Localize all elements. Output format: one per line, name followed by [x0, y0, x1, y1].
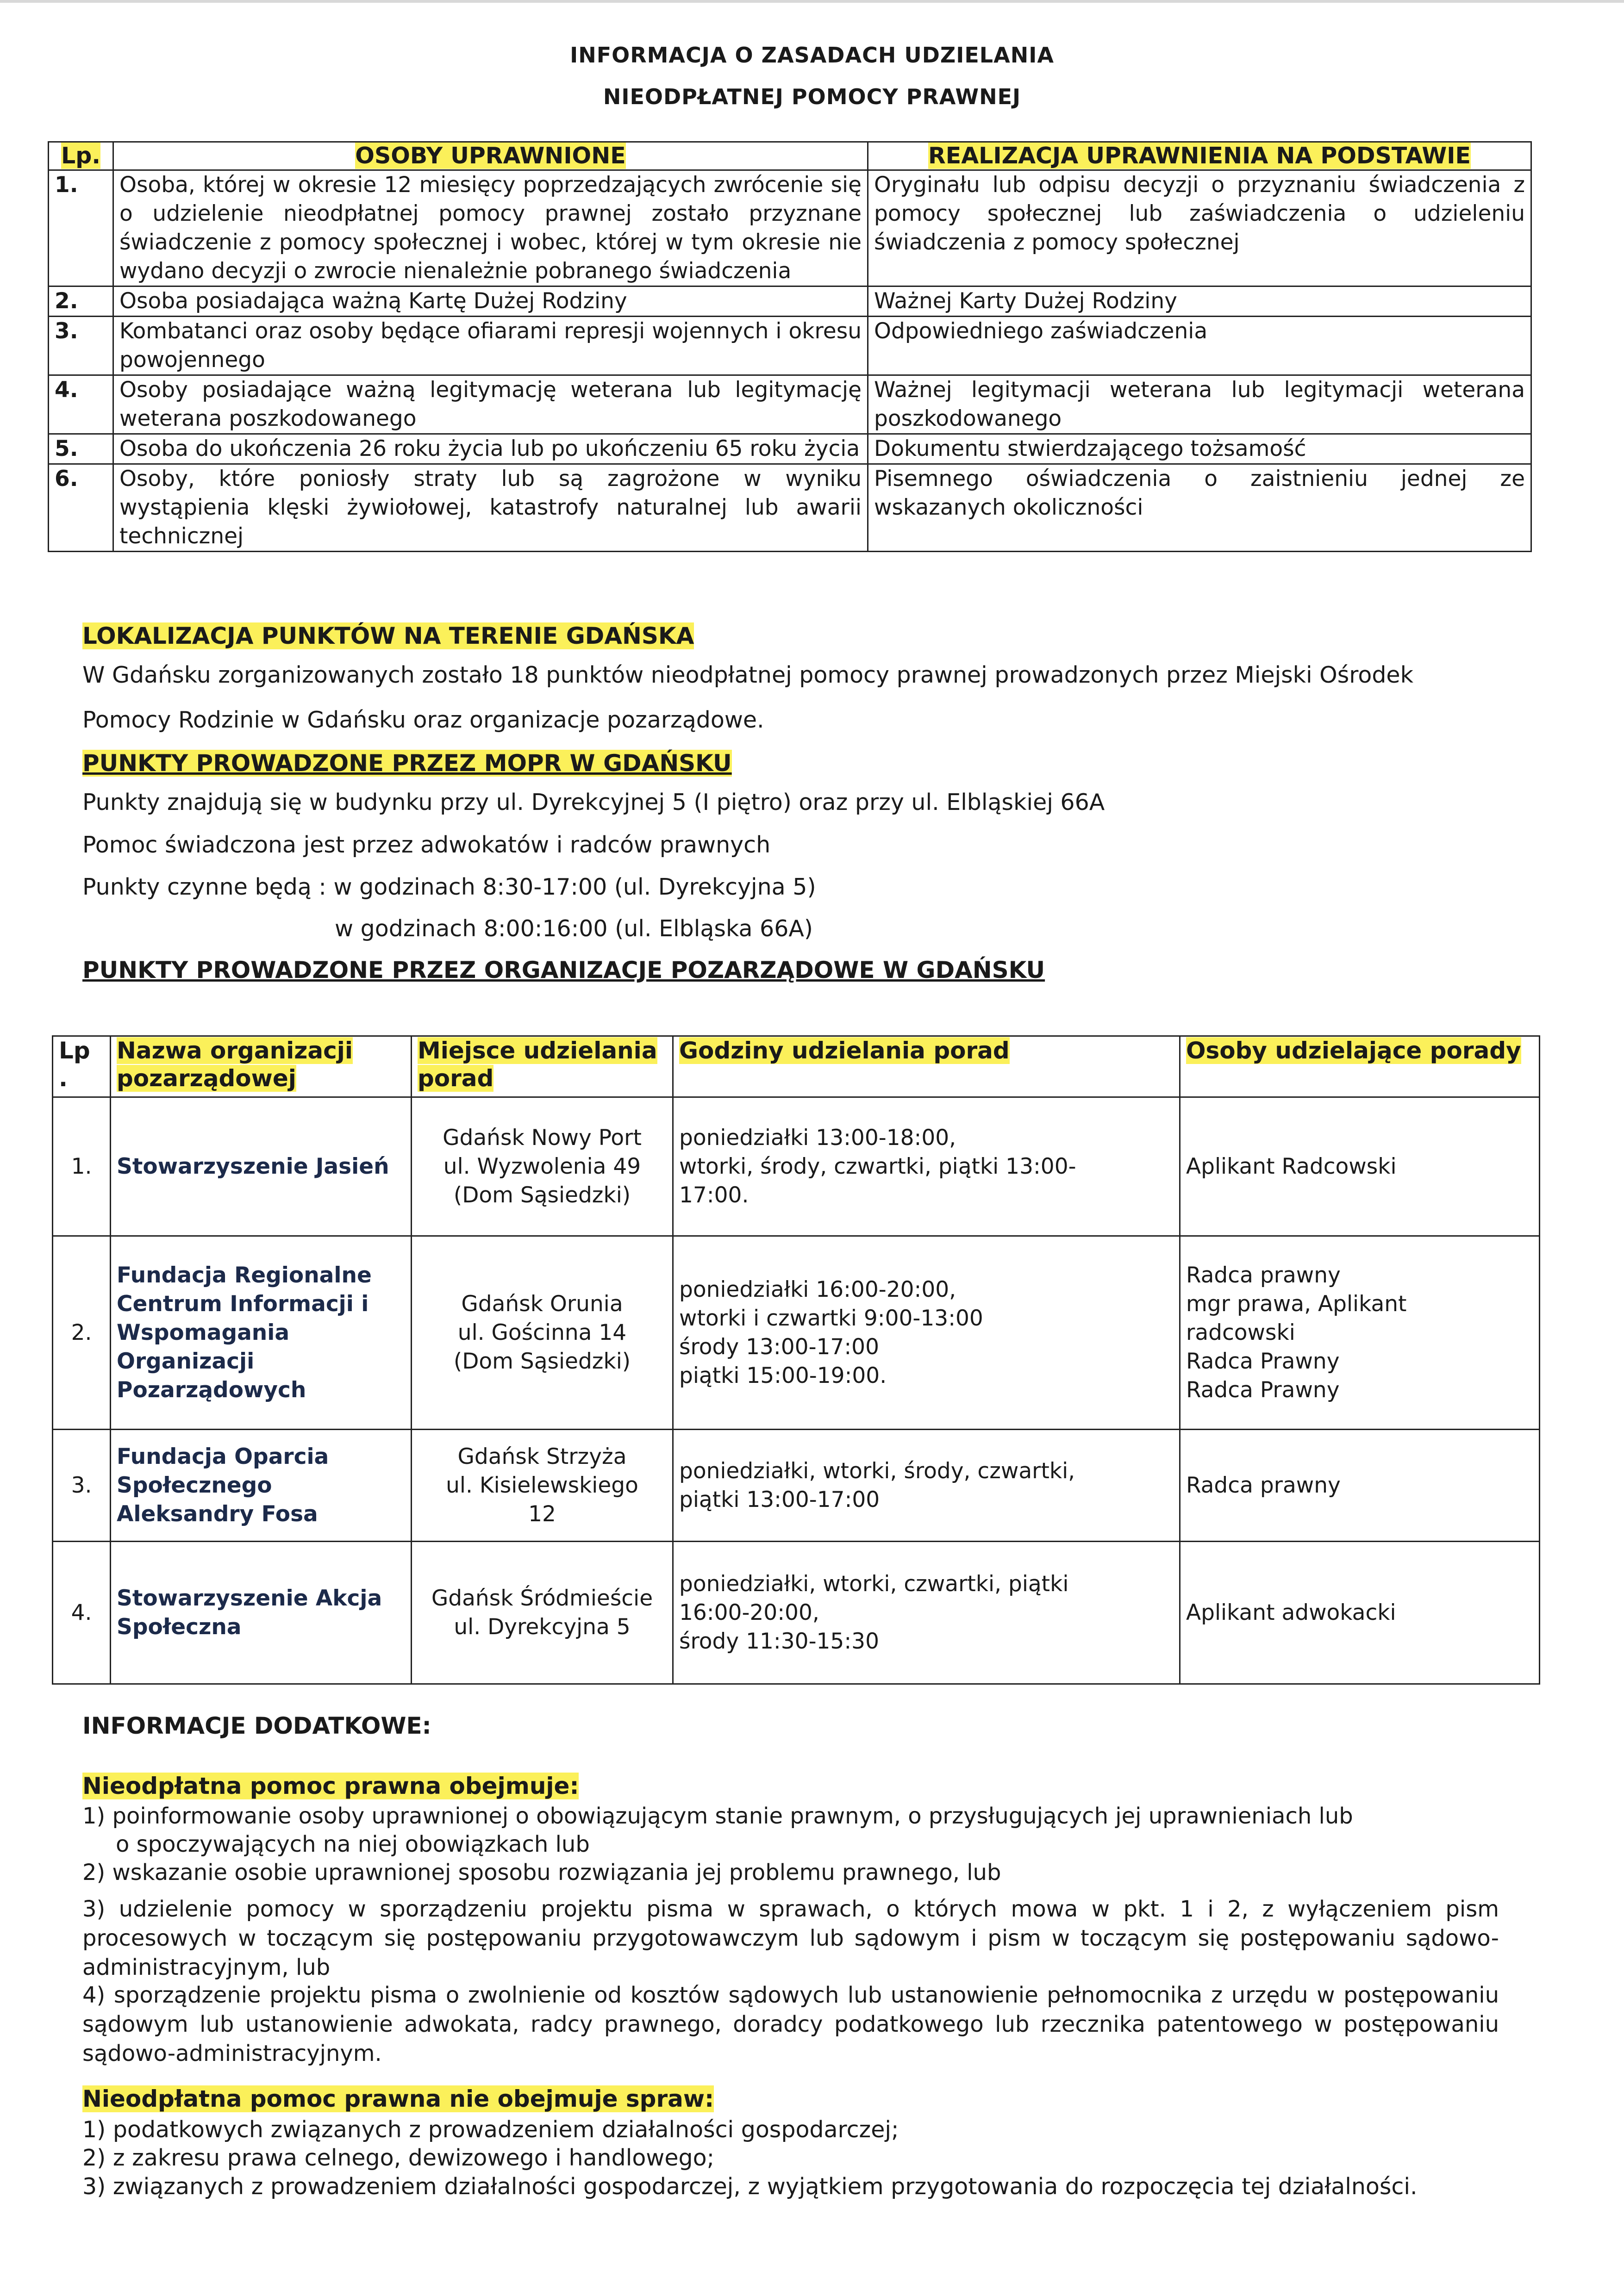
eligible-person: Osoby, które poniosły straty lub są zagrożone w wyniku wystąpienia klęski żywiołowej, katastrofy naturalnej lub awarii technicznej [113, 464, 868, 552]
row-number: 2. [49, 286, 113, 317]
table-row [53, 1236, 1540, 1430]
table-row [49, 170, 1531, 286]
required-document: Dokumentu stwierdzającego tożsamość [868, 434, 1531, 464]
advice-hours: poniedziałki, wtorki, środy, czwartki, piątki 13:00-17:00 [673, 1430, 1180, 1542]
ngo-heading: PUNKTY PROWADZONE PRZEZ ORGANIZACJE POZARZĄDOWE W GDAŃSKU [82, 957, 1045, 983]
row-number: 1. [53, 1097, 111, 1236]
eligible-person: Osoby posiadające ważną legitymację weterana lub legitymację weterana poszkodowanego [113, 375, 868, 434]
col-persons-header: OSOBY UPRAWNIONE [113, 142, 868, 170]
doc-title-line1: INFORMACJA O ZASADACH UDZIELANIA [570, 43, 1054, 68]
mopr-line3: Punkty czynne będą : w godzinach 8:30-17:00 (ul. Dyrekcyjna 5) [82, 874, 816, 900]
org-name: Fundacja Oparcia Społecznego Aleksandry Fosa [111, 1430, 412, 1542]
doc-title-line2: NIEODPŁATNEJ POMOCY PRAWNEJ [603, 84, 1021, 109]
table-row [53, 1430, 1540, 1542]
advice-hours: poniedziałki 13:00-18:00, wtorki, środy, czwartki, piątki 13:00- 17:00. [673, 1097, 1180, 1236]
includes-item-1-cont: o spoczywających na niej obowiązkach lub [116, 1831, 590, 1857]
row-number: 4. [49, 375, 113, 434]
required-document: Ważnej Karty Dużej Rodziny [868, 286, 1531, 317]
required-document: Pisemnego oświadczenia o zaistnieniu jednej ze wskazanych okoliczności [868, 464, 1531, 552]
includes-heading: Nieodpłatna pomoc prawna obejmuje: [82, 1773, 579, 1799]
eligible-person: Kombatanci oraz osoby będące ofiarami represji wojennych i okresu powojennego [113, 317, 868, 375]
eligible-person: Osoba posiadająca ważną Kartę Dużej Rodziny [113, 286, 868, 317]
excludes-item-1: 1) podatkowych związanych z prowadzeniem działalności gospodarczej; [82, 2116, 899, 2143]
col-org-header: Nazwa organizacji pozarządowej [111, 1036, 412, 1097]
org-name: Stowarzyszenie Akcja Społeczna [111, 1542, 412, 1684]
advisors: Aplikant adwokacki [1180, 1542, 1540, 1684]
col-persons-header: Osoby udzielające porady [1180, 1036, 1540, 1097]
mopr-line2: Pomoc świadczona jest przez adwokatów i radców prawnych [82, 832, 771, 858]
row-number: 2. [53, 1236, 111, 1430]
table-row [49, 375, 1531, 434]
advisors: Radca prawny mgr prawa, Aplikant radcowski Radca Prawny Radca Prawny [1180, 1236, 1540, 1430]
advisors: Aplikant Radcowski [1180, 1097, 1540, 1236]
mopr-line4: w godzinach 8:00:16:00 (ul. Elbląska 66A) [335, 915, 813, 942]
row-number: 6. [49, 464, 113, 552]
table-row [53, 1097, 1540, 1236]
mopr-heading: PUNKTY PROWADZONE PRZEZ MOPR W GDAŃSKU [82, 750, 732, 777]
table-row [49, 317, 1531, 375]
includes-item-1: 1) poinformowanie osoby uprawnionej o obowiązującym stanie prawnym, o przysługujących jej uprawnieniach lub [82, 1803, 1353, 1829]
table-row [53, 1542, 1540, 1684]
eligibility-table [48, 141, 1532, 552]
excludes-item-3: 3) związanych z prowadzeniem działalności gospodarczej, z wyjątkiem przygotowania do rozpoczęcia tej działalności. [82, 2173, 1418, 2200]
eligibility-header-row [49, 142, 1531, 170]
mopr-line1: Punkty znajdują się w budynku przy ul. Dyrekcyjnej 5 (I piętro) oraz przy ul. Elbląskiej 66A [82, 789, 1105, 815]
advice-place: Gdańsk Śródmieście ul. Dyrekcyjna 5 [412, 1542, 673, 1684]
table-row [49, 464, 1531, 552]
table-row [49, 286, 1531, 317]
row-number: 3. [53, 1430, 111, 1542]
eligible-person: Osoba, której w okresie 12 miesięcy poprzedzających zwrócenie się o udzielenie nieodpłatnej pomocy prawnej zostało przyznane świadczenie z pomocy społecznej i wobec, której w tym okresie nie wydano decyzji o zwrocie nienależnie pobranego świadczenia [113, 170, 868, 286]
org-name: Stowarzyszenie Jasień [111, 1097, 412, 1236]
row-number: 5. [49, 434, 113, 464]
additional-heading: INFORMACJE DODATKOWE: [82, 1712, 431, 1739]
advisors: Radca prawny [1180, 1430, 1540, 1542]
advice-hours: poniedziałki 16:00-20:00, wtorki i czwartki 9:00-13:00 środy 13:00-17:00 piątki 15:00-19:00. [673, 1236, 1180, 1430]
advice-place: Gdańsk Orunia ul. Gościnna 14 (Dom Sąsiedzki) [412, 1236, 673, 1430]
col-lp-header: Lp. [49, 142, 113, 170]
table-row [49, 434, 1531, 464]
col-hours-header: Godziny udzielania porad [673, 1036, 1180, 1097]
includes-item-2: 2) wskazanie osobie uprawnionej sposobu rozwiązania jej problemu prawnego, lub [82, 1860, 1001, 1885]
required-document: Oryginału lub odpisu decyzji o przyznaniu świadczenia z pomocy społecznej lub zaświadczenia o udzieleniu świadczenia z pomocy społecznej [868, 170, 1531, 286]
includes-item-3: 3) udzielenie pomocy w sporządzeniu projektu pisma w sprawach, o których mowa w pkt. 1 i 2, z wyłączeniem pism procesowych w toczącym się postępowaniu przygotowawczym lub sądowym i pism w toczącym się postępowaniu sądowo-administracyjnym, lub [82, 1896, 1499, 1980]
row-number: 3. [49, 317, 113, 375]
row-number: 4. [53, 1542, 111, 1684]
scan-edge [0, 0, 1624, 3]
location-text-line2: Pomocy Rodzinie w Gdańsku oraz organizacje pozarządowe. [82, 707, 764, 733]
location-text-line1: W Gdańsku zorganizowanych zostało 18 punktów nieodpłatnej pomocy prawnej prowadzonych przez Miejski Ośrodek [82, 662, 1413, 688]
ngo-header-row [53, 1036, 1540, 1097]
col-basis-header: REALIZACJA UPRAWNIENIA NA PODSTAWIE [868, 142, 1531, 170]
location-heading: LOKALIZACJA PUNKTÓW NA TERENIE GDAŃSKA [82, 622, 694, 649]
advice-place: Gdańsk Strzyża ul. Kisielewskiego 12 [412, 1430, 673, 1542]
required-document: Ważnej legitymacji weterana lub legitymacji weterana poszkodowanego [868, 375, 1531, 434]
excludes-heading: Nieodpłatna pomoc prawna nie obejmuje spraw: [82, 2085, 714, 2112]
col-place-header: Miejsce udzielania porad [412, 1036, 673, 1097]
required-document: Odpowiedniego zaświadczenia [868, 317, 1531, 375]
col-lp-header: Lp . [53, 1036, 111, 1097]
eligible-person: Osoba do ukończenia 26 roku życia lub po ukończeniu 65 roku życia [113, 434, 868, 464]
advice-hours: poniedziałki, wtorki, czwartki, piątki 16:00-20:00, środy 11:30-15:30 [673, 1542, 1180, 1684]
ngo-points-table [52, 1035, 1540, 1685]
excludes-item-2: 2) z zakresu prawa celnego, dewizowego i handlowego; [82, 2145, 715, 2171]
advice-place: Gdańsk Nowy Port ul. Wyzwolenia 49 (Dom Sąsiedzki) [412, 1097, 673, 1236]
includes-item-4: 4) sporządzenie projektu pisma o zwolnienie od kosztów sądowych lub ustanowienie pełnomocnika z urzędu w postępowaniu sądowym lub ustanowienie adwokata, radcy prawnego, doradcy podatkowego lub rzecznika patentowego w postępowaniu sądowo-administracyjnym. [82, 1982, 1499, 2066]
org-name: Fundacja Regionalne Centrum Informacji i Wspomagania Organizacji Pozarządowych [111, 1236, 412, 1430]
row-number: 1. [49, 170, 113, 286]
